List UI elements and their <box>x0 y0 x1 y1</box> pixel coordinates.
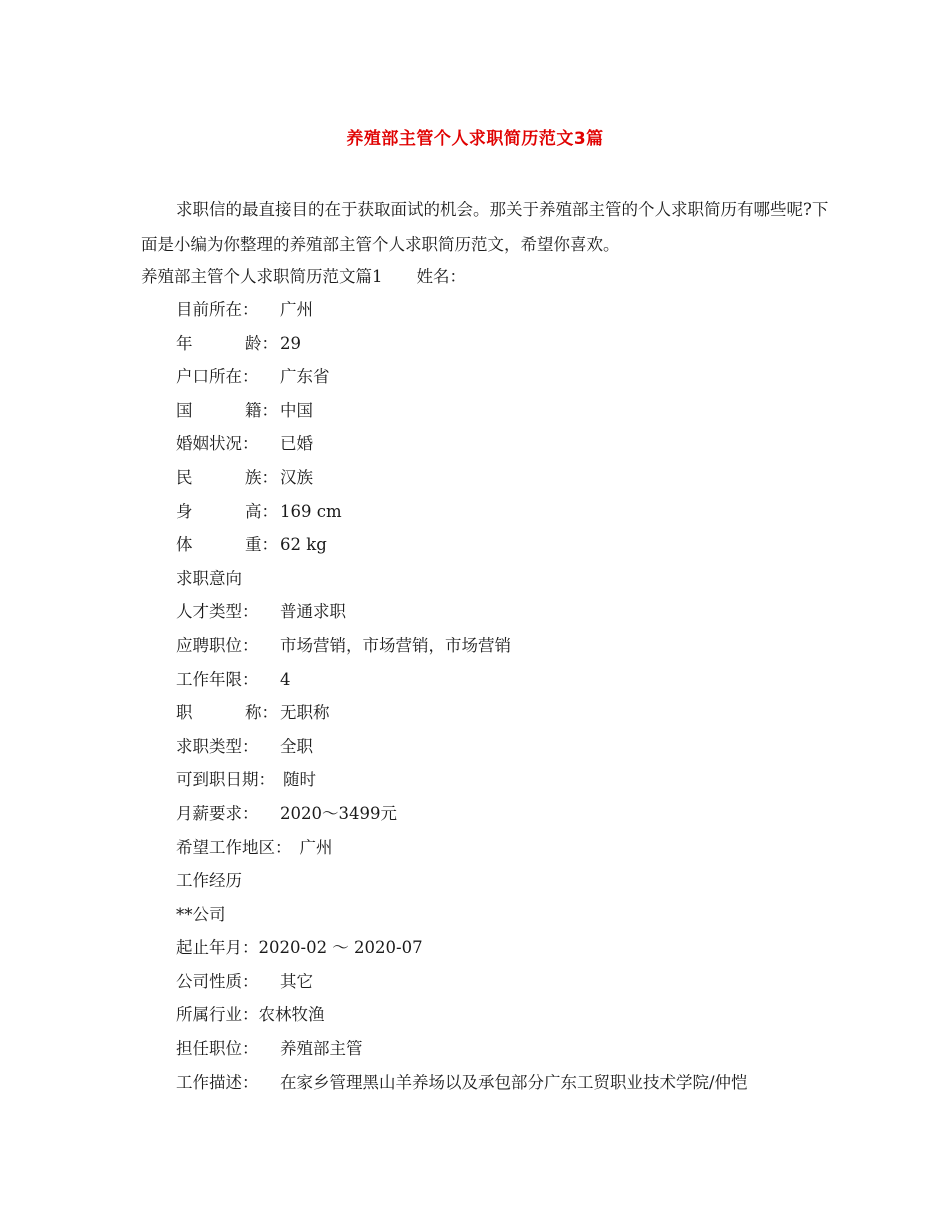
field-label: 公司性质： <box>176 971 259 991</box>
field-job-type <box>176 733 836 767</box>
field-label <box>176 330 280 357</box>
field-position <box>176 632 836 666</box>
label-char: 民 <box>176 467 193 487</box>
label-char: 身 <box>176 501 193 521</box>
label-char: 籍： <box>245 400 278 420</box>
field-role <box>176 1035 836 1069</box>
field-period <box>176 934 836 968</box>
document-title: 养殖部主管个人求职简历范文3篇 <box>346 129 604 149</box>
field-value: 其它 <box>280 971 313 991</box>
field-label <box>176 498 280 525</box>
label-char: 体 <box>176 535 193 555</box>
field-label: 希望工作地区： <box>176 837 292 857</box>
field-description <box>176 1069 836 1103</box>
field-title <box>176 699 836 733</box>
field-label <box>176 699 280 726</box>
field-value: 4 <box>280 669 291 689</box>
field-label <box>176 397 280 424</box>
field-label: 担任职位： <box>176 1039 259 1059</box>
field-value: 汉族 <box>280 467 313 487</box>
field-marriage <box>176 430 836 464</box>
field-nationality <box>176 397 836 431</box>
label-char: 龄： <box>245 333 278 353</box>
intent-heading-row <box>176 565 836 599</box>
field-value: 中国 <box>280 400 313 420</box>
field-value: 62 kg <box>280 535 327 555</box>
field-value: 在家乡管理黑山羊养场以及承包部分广东工贸职业技术学院/仲恺 <box>280 1072 748 1092</box>
field-location <box>176 296 836 330</box>
field-value: 29 <box>280 333 301 353</box>
resume-fields <box>176 296 836 1102</box>
label-char: 国 <box>176 400 193 420</box>
field-value: 169 cm <box>280 501 342 521</box>
field-label: 人才类型： <box>176 602 259 622</box>
field-label: 求职类型： <box>176 736 259 756</box>
field-label: 月薪要求： <box>176 803 259 823</box>
field-label: 婚姻状况： <box>176 434 259 454</box>
field-value: 广东省 <box>280 367 330 387</box>
label-char: 重： <box>245 535 278 555</box>
field-value: 无职称 <box>280 703 330 723</box>
field-age <box>176 330 836 364</box>
field-label: 起止年月： <box>176 938 259 958</box>
field-years <box>176 666 836 700</box>
intro-text: 求职信的最直接目的在于获取面试的机会。那关于养殖部主管的个人求职简历有哪些呢?下面是小编为你整理的养殖部主管个人求职简历范文，希望你喜欢。 <box>141 200 829 254</box>
field-hukou <box>176 363 836 397</box>
field-salary <box>176 800 836 834</box>
label-char: 高： <box>245 501 278 521</box>
section-heading-line <box>141 266 466 288</box>
field-value: 已婚 <box>280 434 313 454</box>
field-label: 工作描述： <box>176 1072 259 1092</box>
label-char: 族： <box>245 467 278 487</box>
field-label: 工作年限： <box>176 669 259 689</box>
field-industry <box>176 1001 836 1035</box>
field-area <box>176 834 836 868</box>
field-value: 普通求职 <box>280 602 346 622</box>
field-talent-type <box>176 598 836 632</box>
field-label: 所属行业： <box>176 1005 259 1025</box>
experience-heading: 工作经历 <box>176 871 242 891</box>
name-label: 姓名： <box>416 267 466 286</box>
intent-heading: 求职意向 <box>176 568 242 588</box>
field-label: 可到职日期： <box>176 770 275 790</box>
field-height <box>176 498 836 532</box>
field-value: 2020-02 ～ 2020-07 <box>258 938 423 958</box>
label-char: 称： <box>245 703 278 723</box>
field-value: 市场营销，市场营销，市场营销 <box>280 635 511 655</box>
field-value: 随时 <box>283 770 316 790</box>
field-value: 2020～3499元 <box>280 803 397 823</box>
field-label: 应聘职位： <box>176 635 259 655</box>
field-value: 广州 <box>299 837 333 857</box>
field-label <box>176 464 280 491</box>
field-start-date <box>176 766 836 800</box>
field-value: 养殖部主管 <box>280 1039 363 1059</box>
section-heading: 养殖部主管个人求职简历范文篇1 <box>141 267 383 286</box>
company-row <box>176 901 836 935</box>
field-company-nature <box>176 968 836 1002</box>
field-value: 农林牧渔 <box>258 1005 325 1025</box>
label-char: 年 <box>176 333 193 353</box>
field-value: 全职 <box>280 736 313 756</box>
experience-heading-row <box>176 867 836 901</box>
label-char: 职 <box>176 703 193 723</box>
field-ethnicity <box>176 464 836 498</box>
field-value: 广州 <box>280 300 313 319</box>
field-label: 户口所在： <box>176 367 259 387</box>
field-label <box>176 531 280 558</box>
field-weight <box>176 531 836 565</box>
field-label: 目前所在： <box>176 300 259 319</box>
intro-paragraph <box>141 192 831 262</box>
company-name: **公司 <box>176 904 226 924</box>
